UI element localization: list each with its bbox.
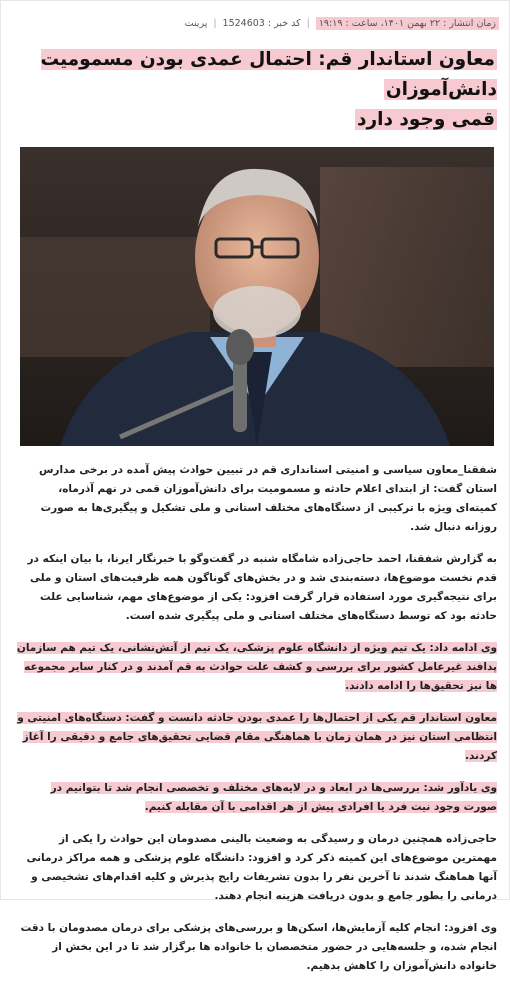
paragraph-3	[15, 639, 497, 696]
publish-time: زمان انتشار : ۲۲ بهمن ۱۴۰۱، ساعت : ۱۹:۱۹	[316, 17, 499, 30]
speaker-photo-illustration	[20, 147, 494, 446]
meta-separator: |	[306, 17, 310, 29]
paragraph-7: وی افزود: انجام کلیه آزمایش‌ها، اسکن‌ها و بررسی‌های پزشکی برای درمان مصدومان با دقت انجام شده، و جلسه‌هایی در حضور متخصصان با خانواده ها برگزار شد تا در این بخش از خانواده دانش‌آموزان را کاهش بدهیم.	[20, 922, 497, 972]
article-photo	[20, 147, 494, 446]
title-line-1: معاون استاندار قم: احتمال عمدی بودن مسمومیت دانش‌آموزان	[40, 49, 497, 100]
highlighted-text: وی ادامه داد: یک تیم ویژه از دانشگاه علوم پزشکی، یک تیم از آتش‌نشانی، یک تیم هم سازمان پدافند غیرعامل کشور برای بررسی و کشف علت حوادث به قم آمدند و در کنار سایر مجموعه ها نیز تحقیق‌ها را ادامه دادند.	[16, 642, 497, 692]
paragraph-4	[15, 709, 497, 766]
article-title	[13, 45, 497, 135]
paragraph-2: به گزارش شفقنا، احمد حاجی‌زاده شامگاه شنبه در گفت‌وگو با خبرنگار ایرنا، با بیان اینکه در قدم نخست موضوع‌ها، دسته‌بندی شد و در بخش‌های گوناگون همه ظرفیت‌های استان و ملی برای نتیجه‌گیری مورد استفاده قرار گرفت افزود: یکی از موضوع‌های مهم، شناسایی علت حادثه بود که توسط دستگاه‌های مختلف استانی و ملی پیگیری شده است.	[27, 553, 497, 622]
paragraph-1: شفقنا_معاون سیاسی و امنیتی استانداری قم در تبیین حوادث پیش آمده در برخی مدارس استان گفت: از ابتدای اعلام حادثه و مسمومیت برای دانش‌آموزان قمی در نهم آذرماه، کمیته‌ای ویژه با ترکیبی از دستگاه‌های مختلف استانی و ملی تشکیل و پیگیری‌ها به صورت روزانه دنبال شد.	[38, 464, 497, 533]
meta-separator: |	[213, 17, 217, 29]
paragraph-6: حاجی‌زاده همچنین درمان و رسیدگی به وضعیت بالینی مصدومان این حوادث را یکی از مهمترین موضوع‌های این کمیته ذکر کرد و افزود: دانشگاه علوم پزشکی و همه مراکز درمانی آنها هماهنگ شدند تا آخرین نفر را بدون تشریفات رایج پذیرش و کلیه اقدام‌های تشخیصی و درمانی را بطور جامع و بدون دریافت هزینه انجام دهند.	[26, 833, 497, 902]
highlighted-text: معاون استاندار قم یکی از احتمال‌ها را عمدی بودن حادثه دانست و گفت: دستگاه‌های امنیتی و انتظامی استان نیز در همان زمان با هماهنگی مقام قضایی تحقیق‌های جامع و دقیقی را آغاز کردند.	[17, 712, 497, 762]
article-body	[15, 461, 497, 989]
highlighted-text: وی یادآور شد: بررسی‌ها در ابعاد و در لایه‌های مختلف و تخصصی انجام شد تا بتوانیم در صورت وجود نیت فرد یا افرادی پیش از هر اقدامی با آن مقابله کنیم.	[50, 782, 497, 813]
news-code: کد خبر : 1524603	[222, 17, 301, 29]
article-meta	[11, 13, 499, 33]
print-link[interactable]: پرینت	[184, 17, 208, 29]
paragraph-5	[15, 779, 497, 817]
title-line-2: قمی وجود دارد	[356, 109, 495, 130]
